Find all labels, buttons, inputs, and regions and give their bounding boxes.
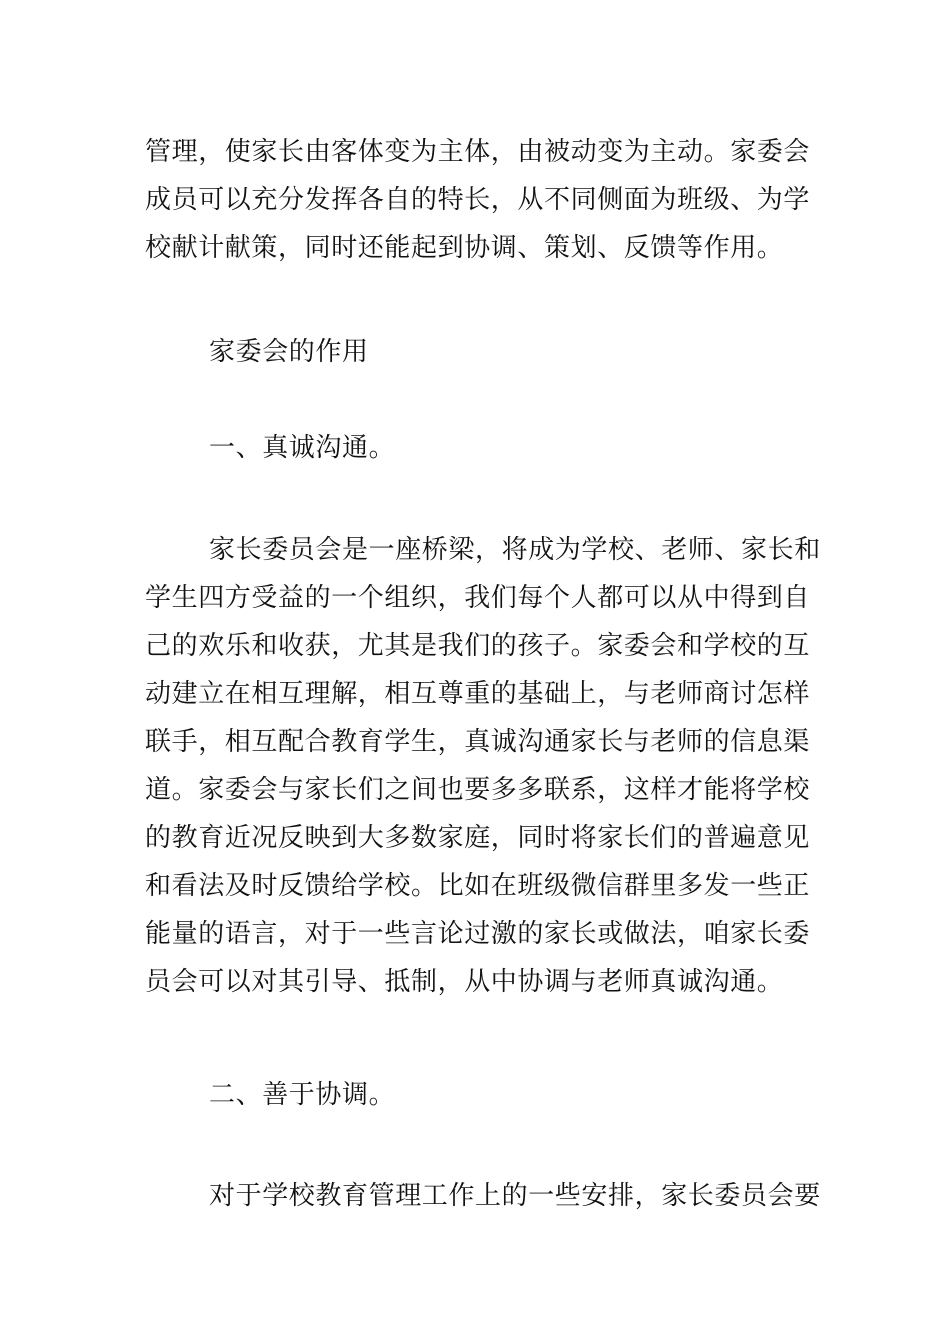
text-line: 对于学校教育管理工作上的一些安排，家长委员会要 — [209, 1181, 821, 1211]
heading-text: 一、真诚沟通。 — [209, 433, 396, 463]
text-line: 员会可以对其引导、抵制，从中协调与老师真诚沟通。 — [145, 967, 784, 997]
text-line: 的教育近况反映到大多数家庭，同时将家长们的普遍意见 — [145, 823, 811, 853]
section-heading — [145, 328, 810, 376]
text-line: 能量的语言，对于一些言论过激的家长或做法，咱家长委 — [145, 919, 811, 949]
paragraph-continuation — [145, 128, 810, 272]
paragraph-communication — [145, 526, 821, 1006]
heading-text: 家委会的作用 — [209, 337, 369, 367]
subsection-heading-1 — [145, 424, 810, 472]
text-line: 管理，使家长由客体变为主体，由被动变为主动。家委会 — [145, 137, 811, 167]
text-line: 道。家委会与家长们之间也要多多联系，这样才能将学校 — [145, 775, 811, 805]
text-line: 联手，相互配合教育学生，真诚沟通家长与老师的信息渠 — [145, 727, 811, 757]
text-line: 成员可以充分发挥各自的特长，从不同侧面为班级、为学 — [145, 185, 811, 215]
subsection-heading-2 — [145, 1071, 810, 1119]
text-line: 和看法及时反馈给学校。比如在班级微信群里多发一些正 — [145, 871, 811, 901]
text-line: 家长委员会是一座桥梁，将成为学校、老师、家长和 — [209, 535, 821, 565]
paragraph-coordination — [145, 1172, 821, 1220]
text-line: 己的欢乐和收获，尤其是我们的孩子。家委会和学校的互 — [145, 631, 811, 661]
text-line: 学生四方受益的一个组织，我们每个人都可以从中得到自 — [145, 583, 811, 613]
text-line: 校献计献策，同时还能起到协调、策划、反馈等作用。 — [145, 233, 784, 263]
text-line: 动建立在相互理解，相互尊重的基础上，与老师商讨怎样 — [145, 679, 811, 709]
heading-text: 二、善于协调。 — [209, 1080, 396, 1110]
